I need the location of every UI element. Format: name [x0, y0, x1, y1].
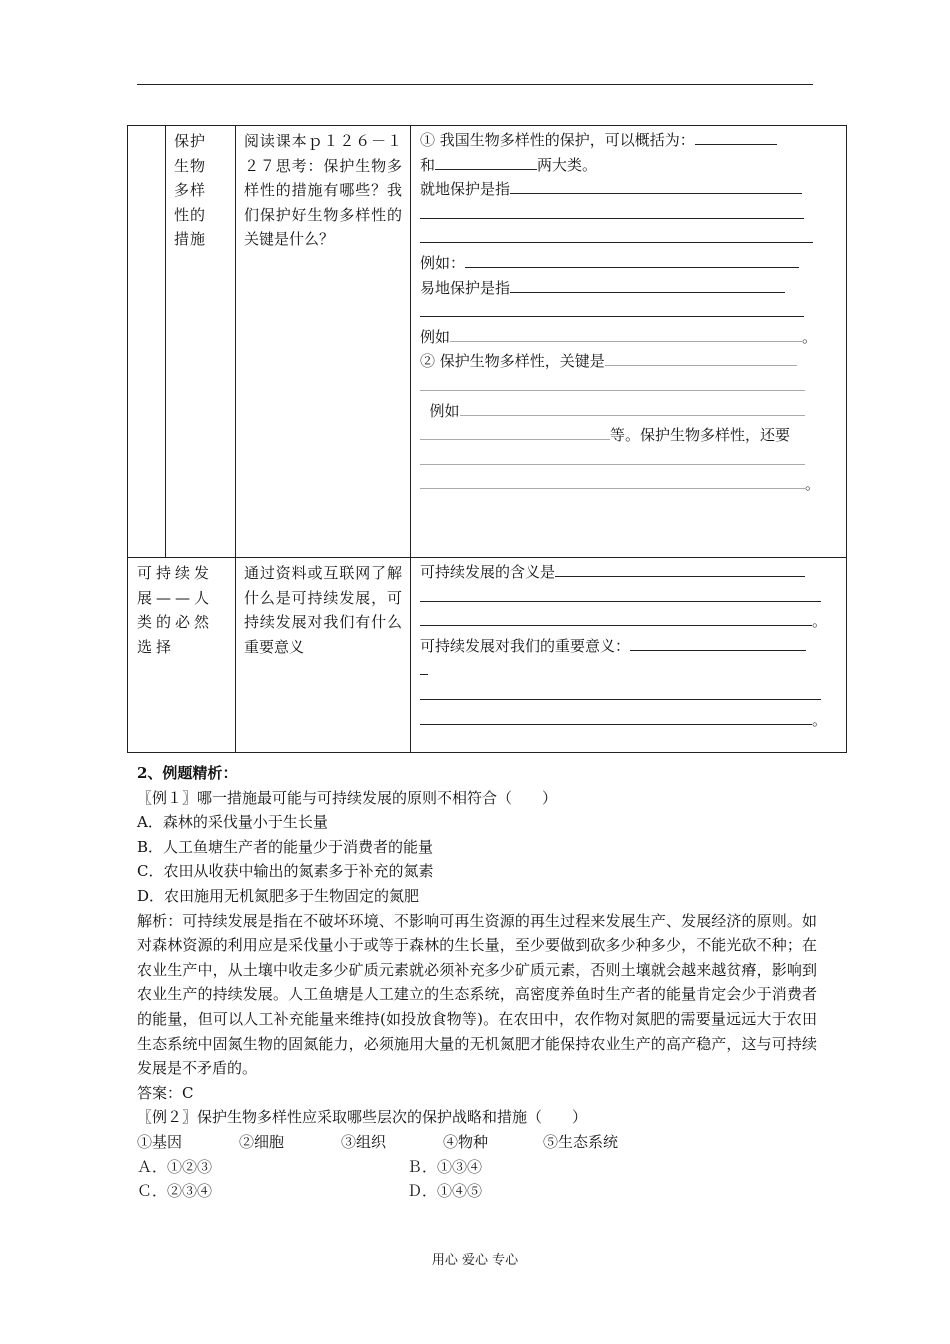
example-2-question: 〖例２〗保护生物多样性应采取哪些层次的保护战略和措施（ ）	[137, 1108, 588, 1127]
line-text: 就地保护是指	[420, 180, 511, 199]
activity-cell: 通过资料或互联网了解什么是可持续发展，可持续发展对我们有什么重要意义	[236, 558, 411, 753]
blank-field[interactable]	[510, 275, 785, 293]
blank-field[interactable]	[605, 348, 797, 366]
blank-field[interactable]	[695, 127, 777, 145]
blank-field[interactable]	[420, 299, 804, 317]
blank-field[interactable]	[630, 633, 806, 651]
study-table	[127, 125, 847, 753]
analysis-text: 解析：可持续发展是指在不破坏环境、不影响可再生资源的再生过程来发展生产、发展经济的原则。如对森林资源的利用应是采伐量小于或等于森林的生长量，至少要做到砍多少种多少，不能光砍不种；在农业生产中，从土壤中收走多少矿质元素就必须补充多少矿质元素，否则土壤就会越来越贫瘠，影响到农业生产的持续发展。人工鱼塘是人工建立的生态系统，高密度养鱼时生产者的能量肯定会少于消费者的能量，但可以人工补充能量来维持(如投放食物等)。在农田中，农作物对氮肥的需要量远远大于农田生态系统中固氮生物的固氮能力，必须施用大量的无机氮肥才能保持农业生产的高产稳产，这与可持续发展是不矛盾的。	[137, 911, 817, 1078]
option: D．农田施用无机氮肥多于生物固定的氮肥	[137, 886, 420, 905]
topic-cell: 可持续发展——人类的必然选择	[128, 558, 236, 753]
level-item: ②细胞	[239, 1132, 285, 1151]
option: Ａ．①②③	[137, 1157, 213, 1176]
levels-list	[137, 1130, 817, 1155]
blank-field[interactable]	[420, 447, 805, 465]
level-item: ⑤生态系统	[543, 1132, 619, 1151]
examples-section	[137, 761, 817, 1204]
blank-field[interactable]	[460, 398, 805, 416]
line-text: 和	[420, 155, 436, 174]
topic-line: 保护	[174, 132, 207, 150]
level-item: ③组织	[341, 1132, 387, 1151]
line-text: 例如：	[420, 253, 466, 272]
option: C．农田从收获中输出的氮素多于补充的氮素	[137, 862, 434, 881]
header-rule	[137, 84, 813, 85]
option: Ｂ．①③④	[407, 1157, 483, 1176]
blank-field[interactable]	[420, 422, 610, 440]
option: B．人工鱼塘生产者的能量少于消费者的能量	[137, 837, 434, 856]
line-text: 可持续发展的含义是	[420, 563, 556, 581]
example-1-question: 〖例１〗哪一措施最可能与可持续发展的原则不相符合（ ）	[137, 788, 558, 807]
blank-field[interactable]	[420, 682, 821, 700]
option: A．森林的采伐量小于生长量	[137, 813, 328, 832]
blank-field[interactable]	[435, 152, 537, 170]
blank-field[interactable]	[420, 707, 812, 725]
table-row	[128, 126, 847, 558]
line-text: 例如	[420, 327, 451, 346]
line-text: 等。保护生物多样性，还要	[610, 426, 791, 445]
line-text: ② 保护生物多样性，关键是	[420, 352, 605, 371]
line-text: 。	[805, 475, 821, 494]
blank-field[interactable]	[420, 608, 812, 626]
blank-field[interactable]	[420, 201, 804, 219]
blank-field[interactable]	[420, 657, 428, 675]
blank-field[interactable]	[420, 373, 805, 391]
line-text: 。	[812, 612, 828, 631]
topic-line: 措施	[174, 230, 207, 249]
empty-cell	[128, 126, 166, 558]
line-text: 。	[812, 710, 828, 729]
line-text: ① 我国生物多样性的保护，可以概括为：	[420, 131, 695, 149]
topic-line: 性的	[174, 205, 207, 224]
blank-field[interactable]	[465, 250, 799, 268]
section-heading: 2、例题精析：	[137, 764, 238, 782]
option: Ｄ．①④⑤	[407, 1182, 483, 1201]
blank-field[interactable]	[510, 176, 802, 194]
blank-field[interactable]	[450, 324, 802, 342]
activity-cell: 阅读课本ｐ１２６－１２７思考：保护生物多样性的措施有哪些？我们保护好生物多样性的关键是什么？	[236, 126, 411, 558]
option: Ｃ．②③④	[137, 1182, 213, 1201]
answer-cell	[411, 558, 847, 753]
line-text: 易地保护是指	[420, 278, 511, 297]
topic-line: 多样	[174, 181, 207, 200]
blank-field[interactable]	[420, 471, 805, 489]
topic-cell	[166, 126, 236, 558]
line-text: 。	[802, 327, 818, 346]
page-footer: 用心 爱心 专心	[431, 1253, 519, 1268]
line-text: 两大类。	[537, 155, 598, 174]
line-text: 例如	[429, 401, 460, 420]
level-item: ①基因	[137, 1132, 183, 1151]
topic-line: 生物	[174, 156, 207, 175]
answer-cell	[411, 126, 847, 558]
table-row	[128, 558, 847, 753]
blank-field[interactable]	[555, 559, 805, 577]
blank-field[interactable]	[420, 584, 821, 602]
line-text: 可持续发展对我们的重要意义：	[420, 636, 631, 655]
answer-text: 答案：C	[137, 1083, 194, 1102]
level-item: ④物种	[443, 1132, 489, 1151]
blank-field[interactable]	[420, 225, 813, 243]
